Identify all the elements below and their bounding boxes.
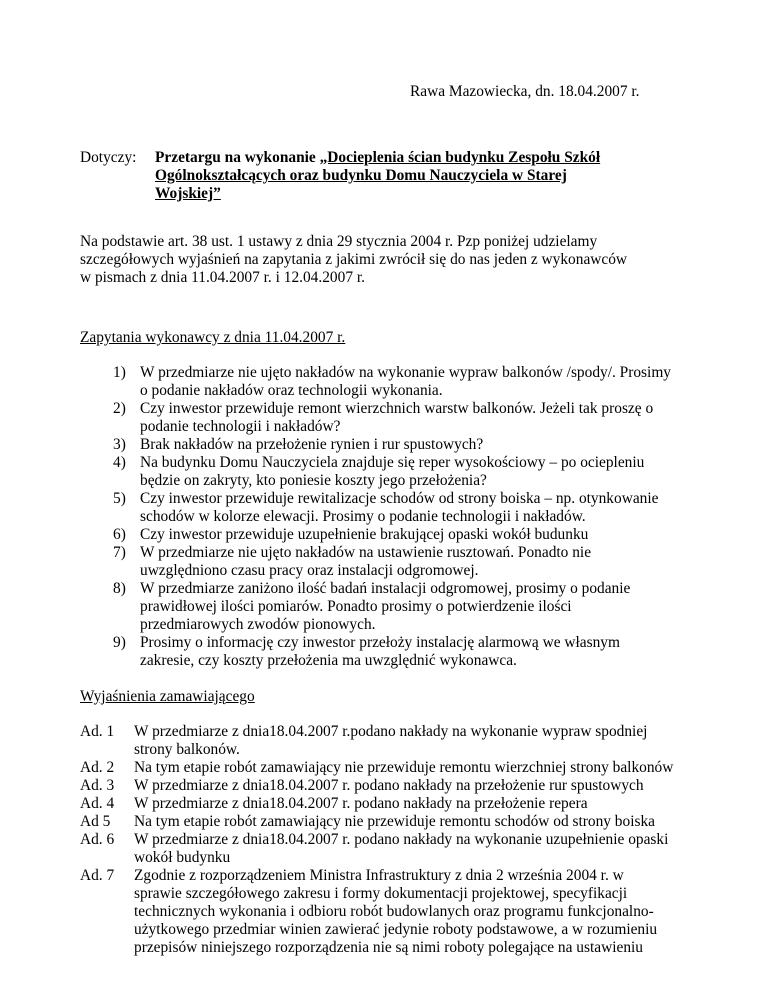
question-line: uwzględniono czasu pracy oraz instalacji odgromowej. — [140, 562, 479, 579]
question-line: prawidłowej ilości pomiarów. Ponadto prosimy o potwierdzenie ilości — [140, 598, 572, 615]
answer-number: Ad. 1 — [80, 723, 115, 740]
question-number: 9) — [113, 634, 126, 651]
answer-line: Zgodnie z rozporządzeniem Ministra Infrastruktury z dnia 2 września 2004 r. w — [134, 867, 624, 884]
answer-line: W przedmiarze z dnia18.04.2007 r. podano nakłady na przełożenie repera — [134, 795, 588, 812]
question-number: 1) — [113, 364, 126, 381]
question-number: 3) — [113, 436, 126, 453]
question-line: zakresie, czy koszty przełożenia ma uwzględnić wykonawca. — [140, 652, 517, 669]
answer-number: Ad. 6 — [80, 831, 115, 848]
question-number: 5) — [113, 490, 126, 507]
question-number: 8) — [113, 580, 126, 597]
question-line: o podanie nakładów oraz technologii wykonania. — [140, 382, 443, 399]
question-line: Czy inwestor przewiduje rewitalizacje schodów od strony boiska – np. otynkowanie — [140, 490, 659, 507]
intro-line: Na podstawie art. 38 ust. 1 ustawy z dnia 29 stycznia 2004 r. Pzp poniżej udzielamy — [80, 233, 598, 250]
question-line: Brak nakładów na przełożenie rynien i rur spustowych? — [140, 436, 484, 453]
answer-line: W przedmiarze z dnia18.04.2007 r. podano nakłady na wykonanie uzupełnienie opaski — [134, 831, 669, 848]
question-number: 2) — [113, 400, 126, 417]
answer-line: użytkowego przedmiar winien zawierać jedynie roboty podstawowe, a w rozumieniu — [134, 921, 658, 938]
question-number: 7) — [113, 544, 126, 561]
answer-line: przepisów niniejszego rozporządzenia nie są nimi roboty polegające na ustawieniu — [134, 939, 643, 956]
answer-line: strony balkonów. — [134, 741, 240, 758]
subject-plain: Przetargu na wykonanie — [155, 149, 320, 166]
questions-heading: Zapytania wykonawcy z dnia 11.04.2007 r. — [80, 329, 346, 346]
answer-number: Ad. 4 — [80, 795, 115, 812]
answer-line: W przedmiarze z dnia18.04.2007 r. podano nakłady na przełożenie rur spustowych — [134, 777, 644, 794]
question-number: 6) — [113, 526, 126, 543]
question-line: Czy inwestor przewiduje uzupełnienie brakującej opaski wokół budunku — [140, 526, 589, 543]
answer-line: wokół budynku — [134, 849, 231, 866]
answer-line: technicznych wykonania i odbioru robót budowlanych oraz programu funkcjonalno- — [134, 903, 654, 920]
answers-heading: Wyjaśnienia zamawiającego — [80, 688, 255, 705]
question-line: podanie technologii i nakładów? — [140, 418, 341, 435]
question-line: W przedmiarze zaniżono ilość badań instalacji odgromowej, prosimy o podanie — [140, 580, 631, 597]
intro-line: w pismach z dnia 11.04.2007 r. i 12.04.2007 r. — [80, 269, 365, 286]
answer-line: sprawie szczegółowego zakresu i formy dokumentacji projektowej, specyfikacji — [134, 885, 628, 902]
question-line: Na budynku Domu Nauczyciela znajduje się reper wysokościowy – po ociepleniu — [140, 454, 645, 471]
answer-number: Ad 5 — [80, 813, 111, 830]
subject-underlined: „Docieplenia ścian budynku Zespołu Szkół — [319, 149, 601, 166]
question-line: Prosimy o informację czy inwestor przełoży instalację alarmową we własnym — [140, 634, 620, 651]
place-date: Rawa Mazowiecka, dn. 18.04.2007 r. — [410, 83, 640, 100]
answer-number: Ad. 3 — [80, 777, 115, 794]
question-line: Czy inwestor przewiduje remont wierzchnich warstw balkonów. Jeżeli tak proszę o — [140, 400, 654, 417]
question-line: przedmiarowych zwodów pionowych. — [140, 616, 376, 633]
question-number: 4) — [113, 454, 126, 471]
answer-number: Ad. 7 — [80, 867, 115, 884]
subject-line-3: Wojskiej” — [155, 185, 221, 202]
subject-line-2: Ogólnokształcących oraz budynku Domu Nauczyciela w Starej — [155, 167, 567, 184]
subject-line-1 — [155, 149, 600, 167]
answer-number: Ad. 2 — [80, 759, 115, 776]
intro-line: szczegółowych wyjaśnień na zapytania z jakimi zwrócił się do nas jeden z wykonawców — [80, 251, 628, 268]
answer-line: W przedmiarze z dnia18.04.2007 r.podano nakłady na wykonanie wypraw spodniej — [134, 723, 648, 740]
question-line: W przedmiarze nie ujęto nakładów na ustawienie rusztowań. Ponadto nie — [140, 544, 592, 561]
question-line: schodów w kolorze elewacji. Prosimy o podanie technologii i nakładów. — [140, 508, 586, 525]
subject-label: Dotyczy: — [80, 149, 137, 166]
question-line: będzie on zakryty, kto poniesie koszty jego przełożenia? — [140, 472, 487, 489]
answer-line: Na tym etapie robót zamawiający nie przewiduje remontu wierzchniej strony balkonów — [134, 759, 674, 776]
answer-line: Na tym etapie robót zamawiający nie przewiduje remontu schodów od strony boiska — [134, 813, 655, 830]
question-line: W przedmiarze nie ujęto nakładów na wykonanie wypraw balkonów /spody/. Prosimy — [140, 364, 671, 381]
